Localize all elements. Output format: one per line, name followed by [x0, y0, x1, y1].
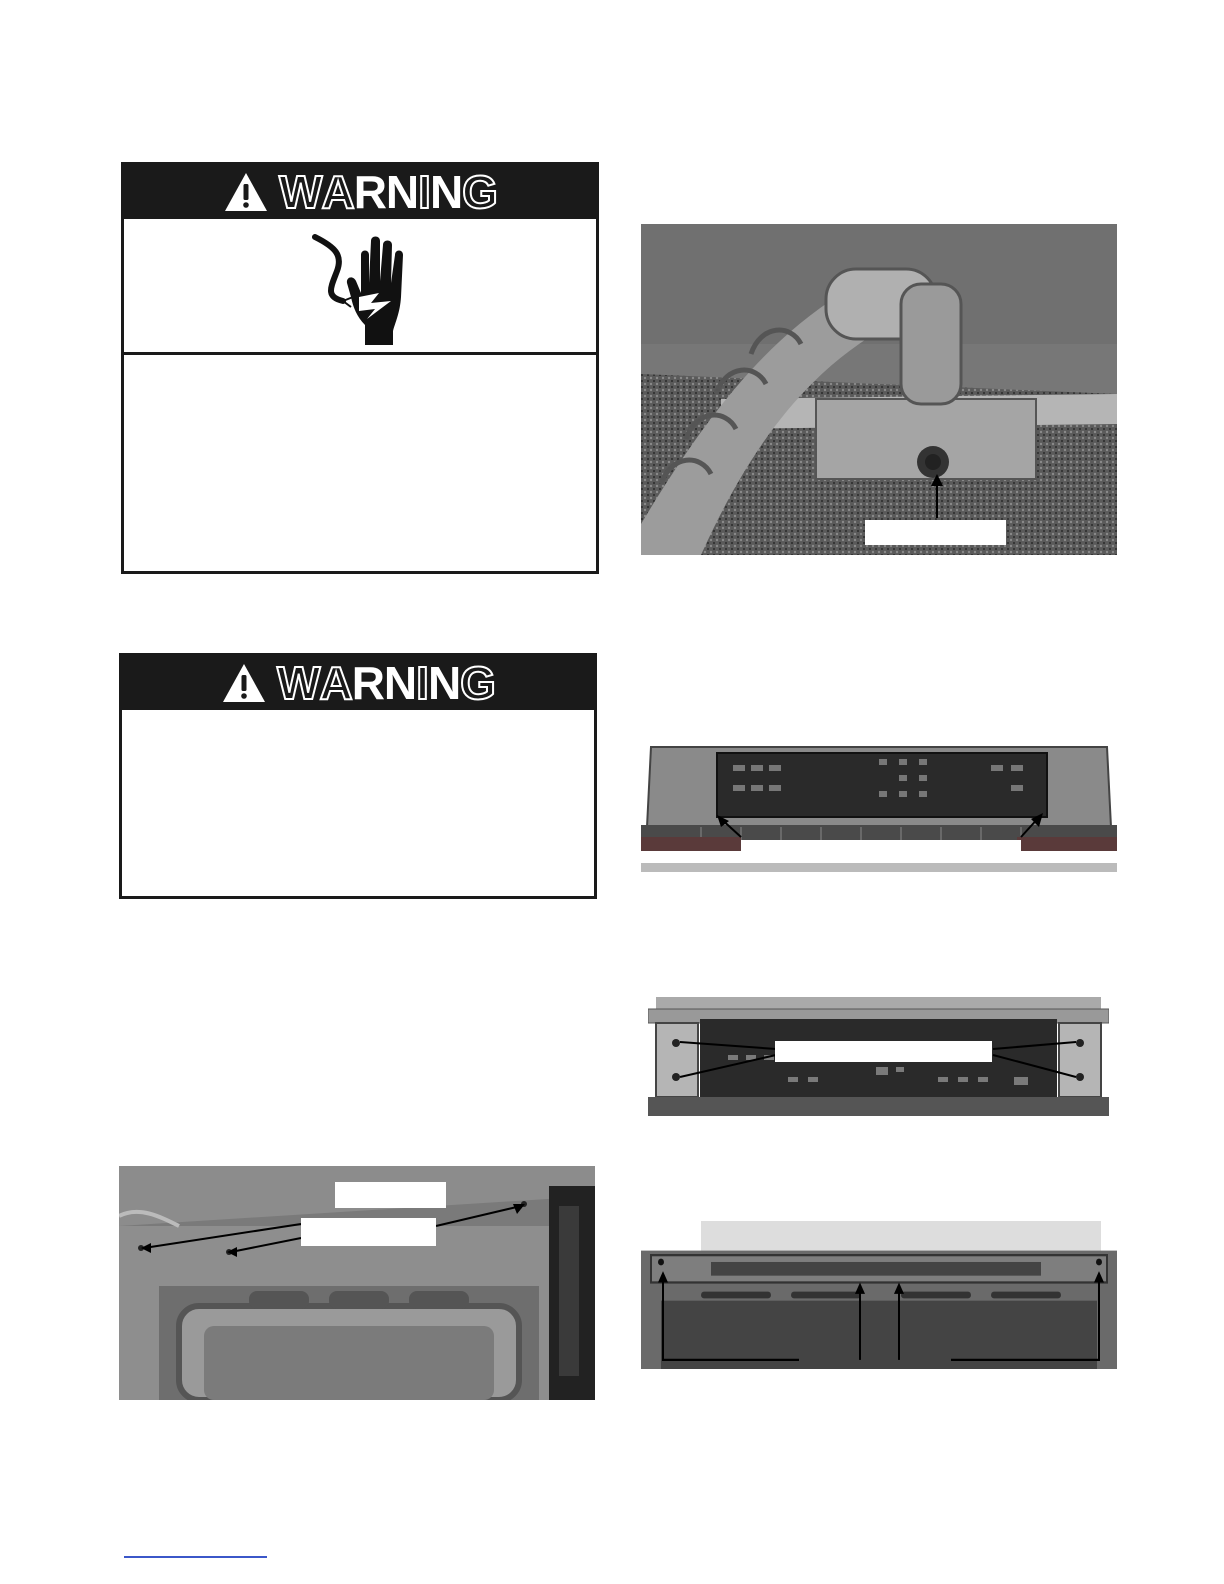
- warning-triangle-icon: [223, 171, 269, 213]
- electrical-shock-hand-icon: [295, 227, 425, 345]
- warning-title: W A R N I N G: [277, 657, 495, 709]
- callout-label-box: [741, 840, 1021, 862]
- photo-control-panel-front: [641, 737, 1117, 872]
- callout-label-box: [301, 1218, 436, 1246]
- warning-box-electrical: [121, 162, 599, 574]
- photo-control-panel-mounting-screws: [648, 997, 1109, 1116]
- warning-symbol-area: [124, 219, 596, 355]
- callout-label-box: [865, 520, 1006, 545]
- photo-oven-front-frame-screws: [641, 1221, 1117, 1369]
- warning-title: W A R N I N G: [279, 166, 497, 218]
- callout-label-box: [335, 1182, 446, 1208]
- warning-box-2: [119, 653, 597, 899]
- footer-link-underline[interactable]: [124, 1556, 267, 1558]
- warning-header: [122, 656, 594, 710]
- warning-triangle-icon: [221, 662, 267, 704]
- photo-conduit-bracket: [641, 224, 1117, 555]
- warning-header: [124, 165, 596, 219]
- callout-label-box: [775, 1041, 992, 1062]
- photo-oven-top-screws: [119, 1166, 595, 1400]
